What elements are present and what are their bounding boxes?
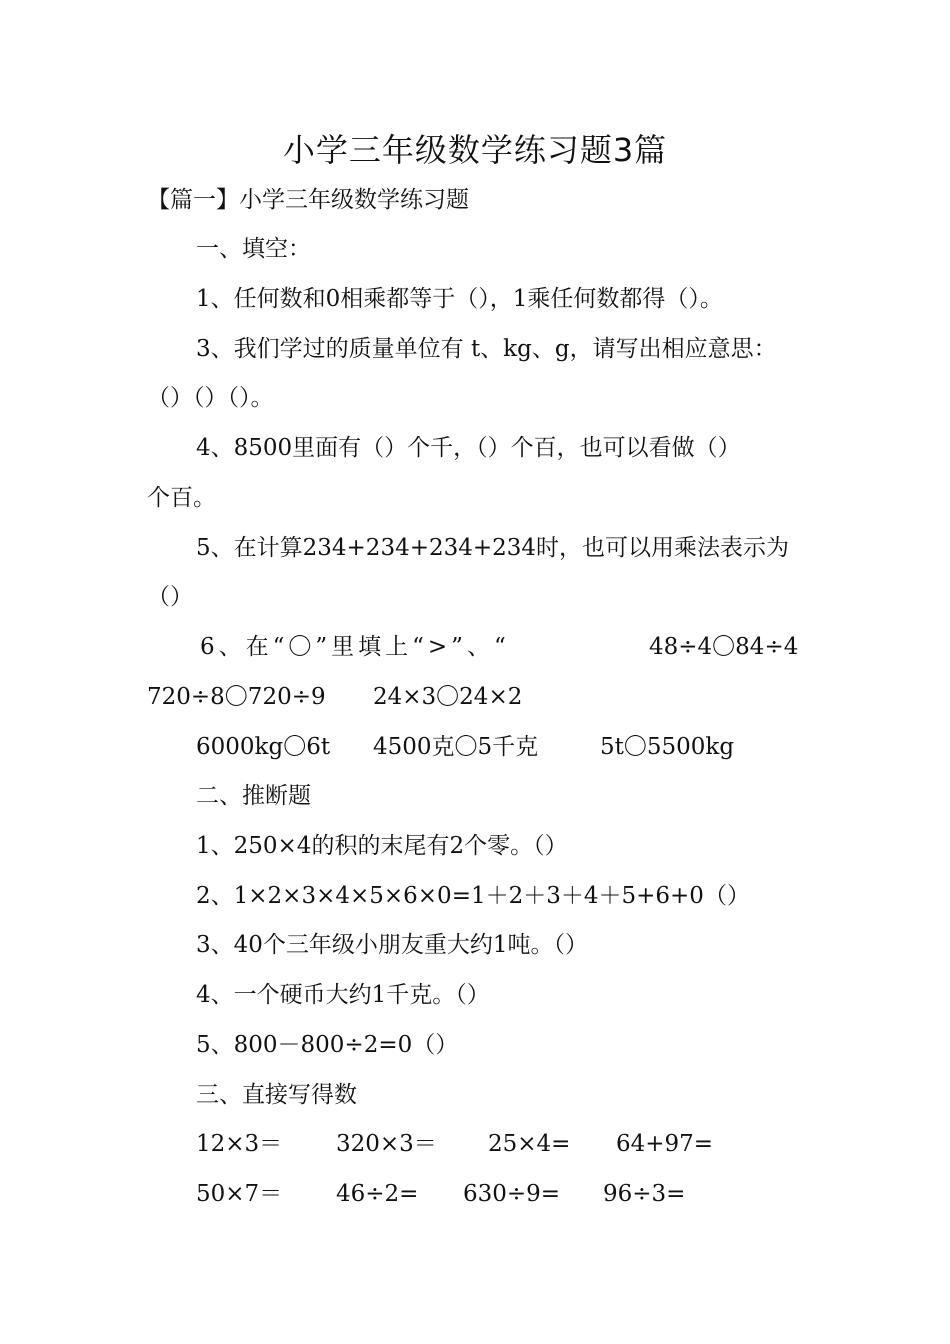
question-6-prefix: 6、在“〇”里填上“>”、“ [200,634,510,660]
question-5-line2: （） [147,584,193,610]
comparison-item: 4500克〇5千克 [373,734,539,760]
question-1: 1、任何数和0相乘都等于（），1乘任何数都得（）。 [196,286,723,312]
calc-item: 64+97= [616,1131,714,1157]
part3-heading: 三、直接写得数 [196,1082,357,1108]
calc-item: 50×7＝ [196,1181,283,1207]
comparison-item: 5t〇5500kg [600,734,735,760]
calc-item: 96÷3= [603,1181,686,1207]
calc-item: 12×3＝ [196,1131,283,1157]
comparison-item: 6000kg〇6t [196,734,331,760]
calc-item: 25×4= [488,1131,571,1157]
comparison-item: 24×3〇24×2 [373,684,523,710]
question-4-line1: 4、8500里面有（）个千，（）个百，也可以看做（） [196,435,741,461]
judgment-item: 3、40个三年级小朋友重大约1吨。（） [196,932,589,958]
question-4-line2: 个百。 [147,485,216,511]
judgment-item: 5、800－800÷2=0（） [196,1032,459,1058]
calc-item: 46÷2= [336,1181,419,1207]
question-3-line2: （）（）（）。 [147,385,274,411]
judgment-item: 4、一个硬币大约1千克。（） [196,982,490,1008]
part1-heading: 一、填空： [196,236,311,262]
comparison-item: 48÷4〇84÷4 [649,634,799,660]
calc-item: 630÷9= [463,1181,561,1207]
judgment-item: 2、1×2×3×4×5×6×0=1＋2＋3＋4＋5+6+0（） [196,883,750,909]
document-title: 小学三年级数学练习题3篇 [282,131,668,169]
question-5-line1: 5、在计算234+234+234+234时，也可以用乘法表示为 [196,535,790,561]
section-heading: 【篇一】小学三年级数学练习题 [147,187,469,213]
question-3-line1: 3、我们学过的质量单位有 t、kg、g，请写出相应意思： [196,336,777,362]
comparison-item: 720÷8〇720÷9 [147,684,326,710]
judgment-item: 1、250×4的积的末尾有2个零。（） [196,833,568,859]
part2-heading: 二、推断题 [196,783,311,809]
calc-item: 320×3＝ [336,1131,437,1157]
